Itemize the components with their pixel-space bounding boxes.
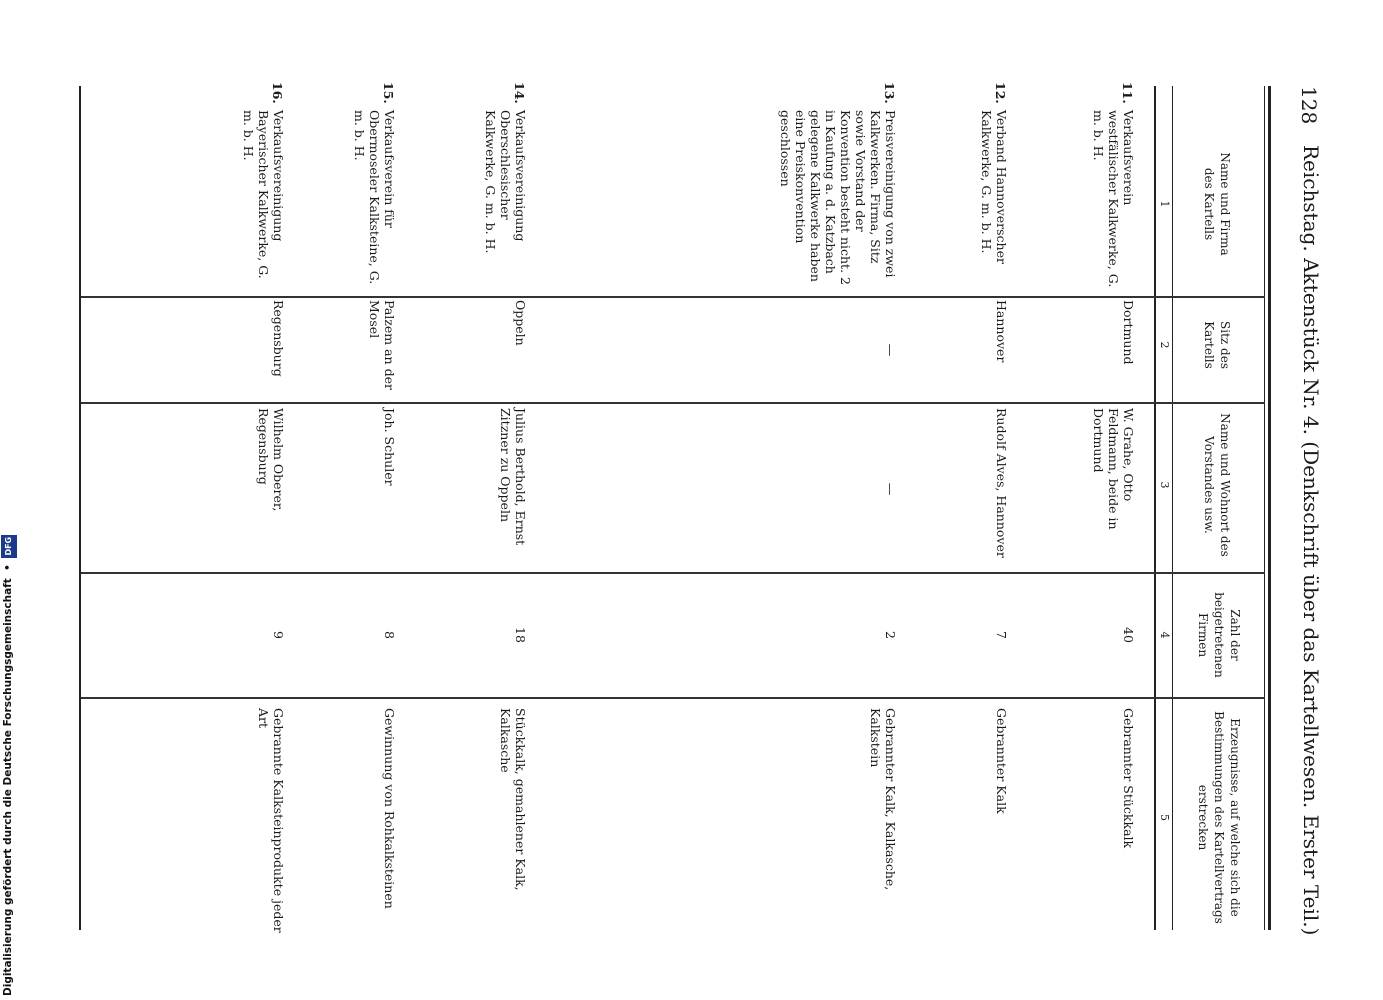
funding-footer: Digitalisierung gefördert durch die Deutsche Forschungsgemeinschaft • DFG xyxy=(0,604,16,996)
table-bottom-rule xyxy=(79,86,81,930)
row-14-number: 14. xyxy=(512,82,527,104)
row-14-board: Julius Berthold, Ernst Zitzner zu Oppeln xyxy=(498,408,528,546)
row-11-board: W. Grahe, Otto Feldmann, beide in Dortmund xyxy=(1091,408,1136,530)
row-13-name: Preisvereinigung von zwei Kalkwerken. Firma, Sitz sowie Vorstand der Konvention besteht nicht. 2 in Kaufung a. d. Katzbach gelegene Kalkwerke haben eine Preiskonvention geschlossen xyxy=(778,110,898,285)
col-rule-1 xyxy=(80,296,1265,298)
row-14-seat: Oppeln xyxy=(513,300,528,346)
row-13-products: Gebrannter Kalk, Kalkasche, Kalkstein xyxy=(868,708,898,891)
row-14-name: Verkaufsvereinigung Oberschlesischer Kalkwerke, G. m. b. H. xyxy=(483,110,528,254)
row-13-firms: 2 xyxy=(883,631,898,639)
running-title: Reichstag. Aktenstück Nr. 4. (Denkschrift über das Kartellwesen. Erster Teil.) xyxy=(1299,145,1323,936)
row-16-products: Gebrannte Kalksteinprodukte jeder Art xyxy=(256,708,286,933)
col-2-heading: Sitz des Kartells xyxy=(1202,321,1232,369)
col-4-heading: Zahl der beigetretenen Firmen xyxy=(1196,592,1242,678)
row-12-products: Gebrannter Kalk xyxy=(994,708,1009,814)
row-15-seat: Palzem an der Mosel xyxy=(367,300,397,390)
dfg-logo: DFG xyxy=(1,535,17,558)
col-1-heading: Name und Firma des Kartells xyxy=(1202,152,1232,256)
row-15-products: Gewinnung von Rohkalksteinen xyxy=(382,708,397,909)
row-16-name: Verkaufsvereinigung Bayerischer Kalkwerke, G. m. b. H. xyxy=(241,110,286,279)
row-16-firms: 9 xyxy=(271,631,286,639)
row-14-firms: 18 xyxy=(513,627,528,643)
col-rule-3 xyxy=(80,572,1265,574)
row-15-board: Joh. Schuler xyxy=(382,408,397,486)
row-15-name: Verkaufsverein für Obermoseler Kalksteine, G. m. b. H. xyxy=(352,110,397,285)
col-5-number: 5 xyxy=(1158,814,1171,821)
row-14-products: Stückkalk, gemahlener Kalk, Kalkasche xyxy=(498,708,528,891)
row-16-seat: Regensburg xyxy=(271,300,286,377)
col-2-number: 2 xyxy=(1158,341,1171,349)
row-11-seat: Dortmund xyxy=(1121,300,1136,365)
row-16-number: 16. xyxy=(270,82,285,104)
col-4-number: 4 xyxy=(1158,631,1171,639)
row-11-firms: 40 xyxy=(1121,627,1136,643)
col-rule-2 xyxy=(80,402,1265,404)
header-rule-thick xyxy=(1268,86,1271,930)
col-3-number: 3 xyxy=(1158,481,1171,489)
row-13-board: — xyxy=(883,482,898,496)
row-11-name: Verkaufsverein westfälischer Kalkwerke, G. m. b. H. xyxy=(1091,110,1136,288)
row-16-board: Wilhelm Oberer, Regensburg xyxy=(256,408,286,512)
col-rule-4 xyxy=(80,697,1265,699)
row-11-number: 11. xyxy=(1120,82,1135,104)
row-12-number: 12. xyxy=(993,82,1008,104)
row-12-firms: 7 xyxy=(994,631,1009,639)
row-13-number: 13. xyxy=(882,82,897,104)
colnum-rule-top xyxy=(1172,86,1173,930)
page-number: 128 xyxy=(1297,86,1321,125)
colnum-rule-bottom xyxy=(1154,86,1156,930)
col-3-heading: Name und Wohnort des Vorstandes usw. xyxy=(1202,413,1232,557)
row-12-board: Rudolf Alves, Hannover xyxy=(994,408,1009,558)
col-1-number: 1 xyxy=(1158,200,1171,208)
row-12-seat: Hannover xyxy=(994,300,1009,363)
funding-note: Digitalisierung gefördert durch die Deutsche Forschungsgemeinschaft xyxy=(2,578,14,996)
header-rule-thin xyxy=(1264,86,1265,930)
row-15-number: 15. xyxy=(381,82,396,104)
row-15-firms: 8 xyxy=(382,631,397,639)
row-12-name: Verband Hannoverscher Kalkwerke, G. m. b. H. xyxy=(979,110,1009,264)
col-5-heading: Erzeugnisse, auf welche sich die Bestimmungen des Kartellvertrags erstrecken xyxy=(1196,711,1242,924)
row-11-products: Gebrannter Stückkalk xyxy=(1121,708,1136,849)
row-13-seat: — xyxy=(883,343,898,357)
